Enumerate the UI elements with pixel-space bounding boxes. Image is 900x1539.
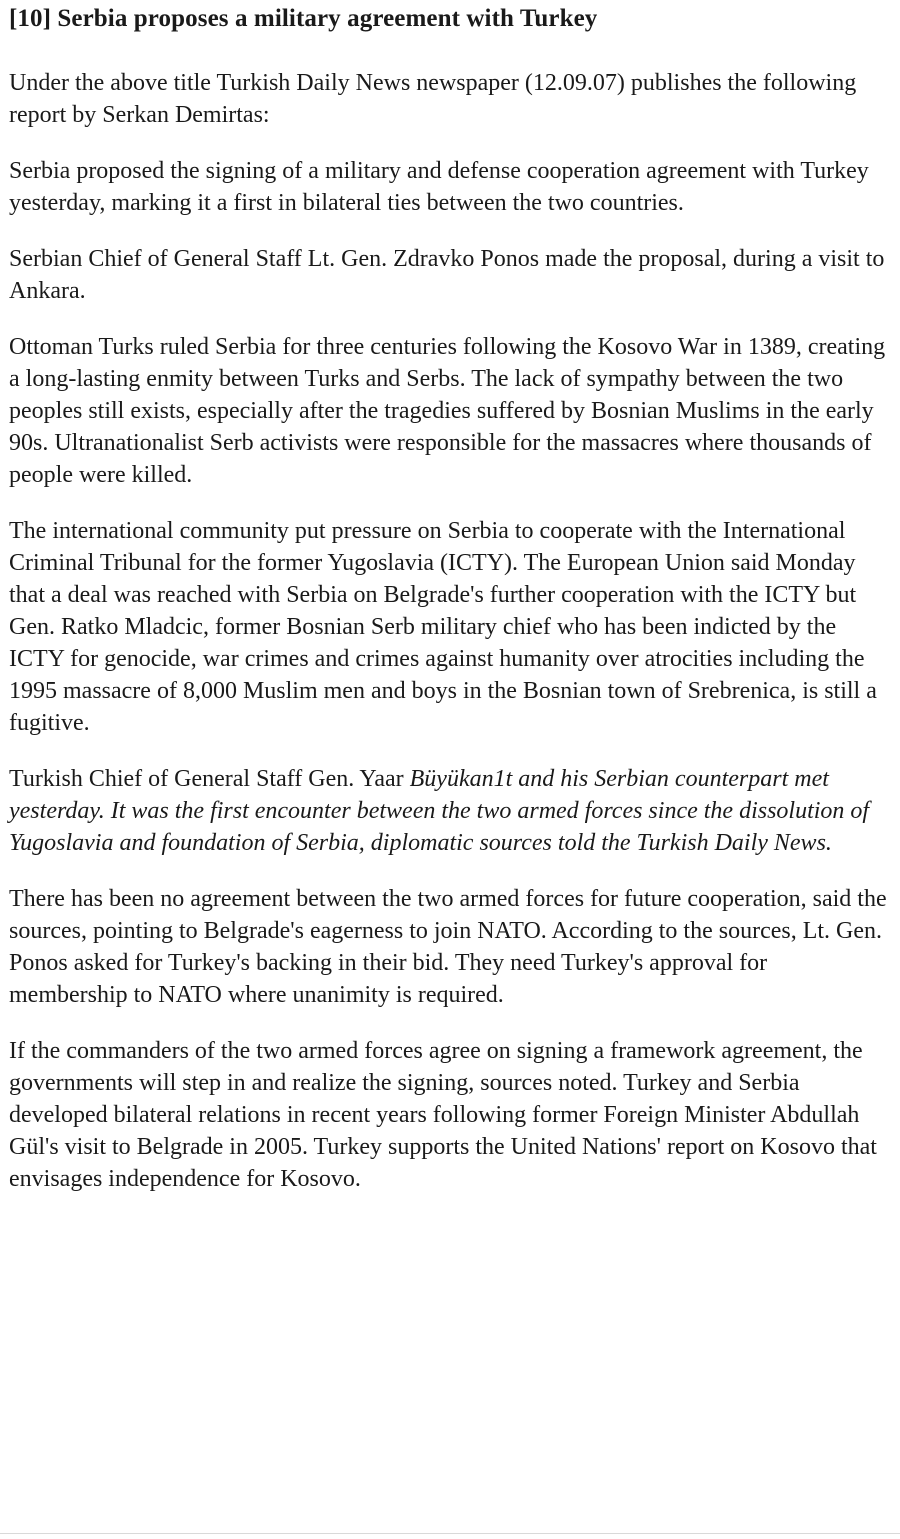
paragraph-normal-text: Turkish Chief of General Staff Gen. Yaar [9,766,410,792]
article-paragraph: Serbian Chief of General Staff Lt. Gen. Zdravko Ponos made the proposal, during a visit to Ankara. [9,246,885,304]
article-intro: Under the above title Turkish Daily News newspaper (12.09.07) publishes the following report by Serkan Demirtas: [9,70,857,128]
article-paragraph: Ottoman Turks ruled Serbia for three centuries following the Kosovo War in 1389, creating a long-lasting enmity between Turks and Serbs. The lack of sympathy between the two peoples still exists, especially after the tragedies suffered by Bosnian Muslims in the early 90s. Ultranationalist Serb activists were responsible for the massacres where thousands of people were killed. [9,334,886,488]
paragraph-italic-text: Büyükan1t and his Serbian counterpart met yesterday. It was the first encounter between the two armed forces since the dissolution of Yugoslavia and foundation of Serbia, diplomatic sources told the Turkish Daily News. [9,766,870,856]
article-paragraph-mixed [9,763,889,859]
article-title: [10] Serbia proposes a military agreement with Turkey [9,5,598,32]
article-paragraph: There has been no agreement between the two armed forces for future cooperation, said the sources, pointing to Belgrade's eagerness to join NATO. According to the sources, Lt. Gen. Ponos asked for Turkey's backing in their bid. They need Turkey's approval for membership to NATO where unanimity is required. [9,886,887,1008]
page-bottom-divider [0,1533,900,1534]
article-paragraph: If the commanders of the two armed forces agree on signing a framework agreement, the governments will step in and realize the signing, sources noted. Turkey and Serbia developed bilateral relations in recent years following former Foreign Minister Abdullah Gül's visit to Belgrade in 2005. Turkey supports the United Nations' report on Kosovo that envisages independence for Kosovo. [9,1038,877,1192]
article-paragraph: Serbia proposed the signing of a military and defense cooperation agreement with Turkey yesterday, marking it a first in bilateral ties between the two countries. [9,158,869,216]
news-article [9,0,889,1195]
article-paragraph: The international community put pressure on Serbia to cooperate with the International Criminal Tribunal for the former Yugoslavia (ICTY). The European Union said Monday that a deal was reached with Serbia on Belgrade's further cooperation with the ICTY but Gen. Ratko Mladcic, former Bosnian Serb military chief who has been indicted by the ICTY for genocide, war crimes and crimes against humanity over atrocities including the 1995 massacre of 8,000 Muslim men and boys in the Bosnian town of Srebrenica, is still a fugitive. [9,518,877,736]
